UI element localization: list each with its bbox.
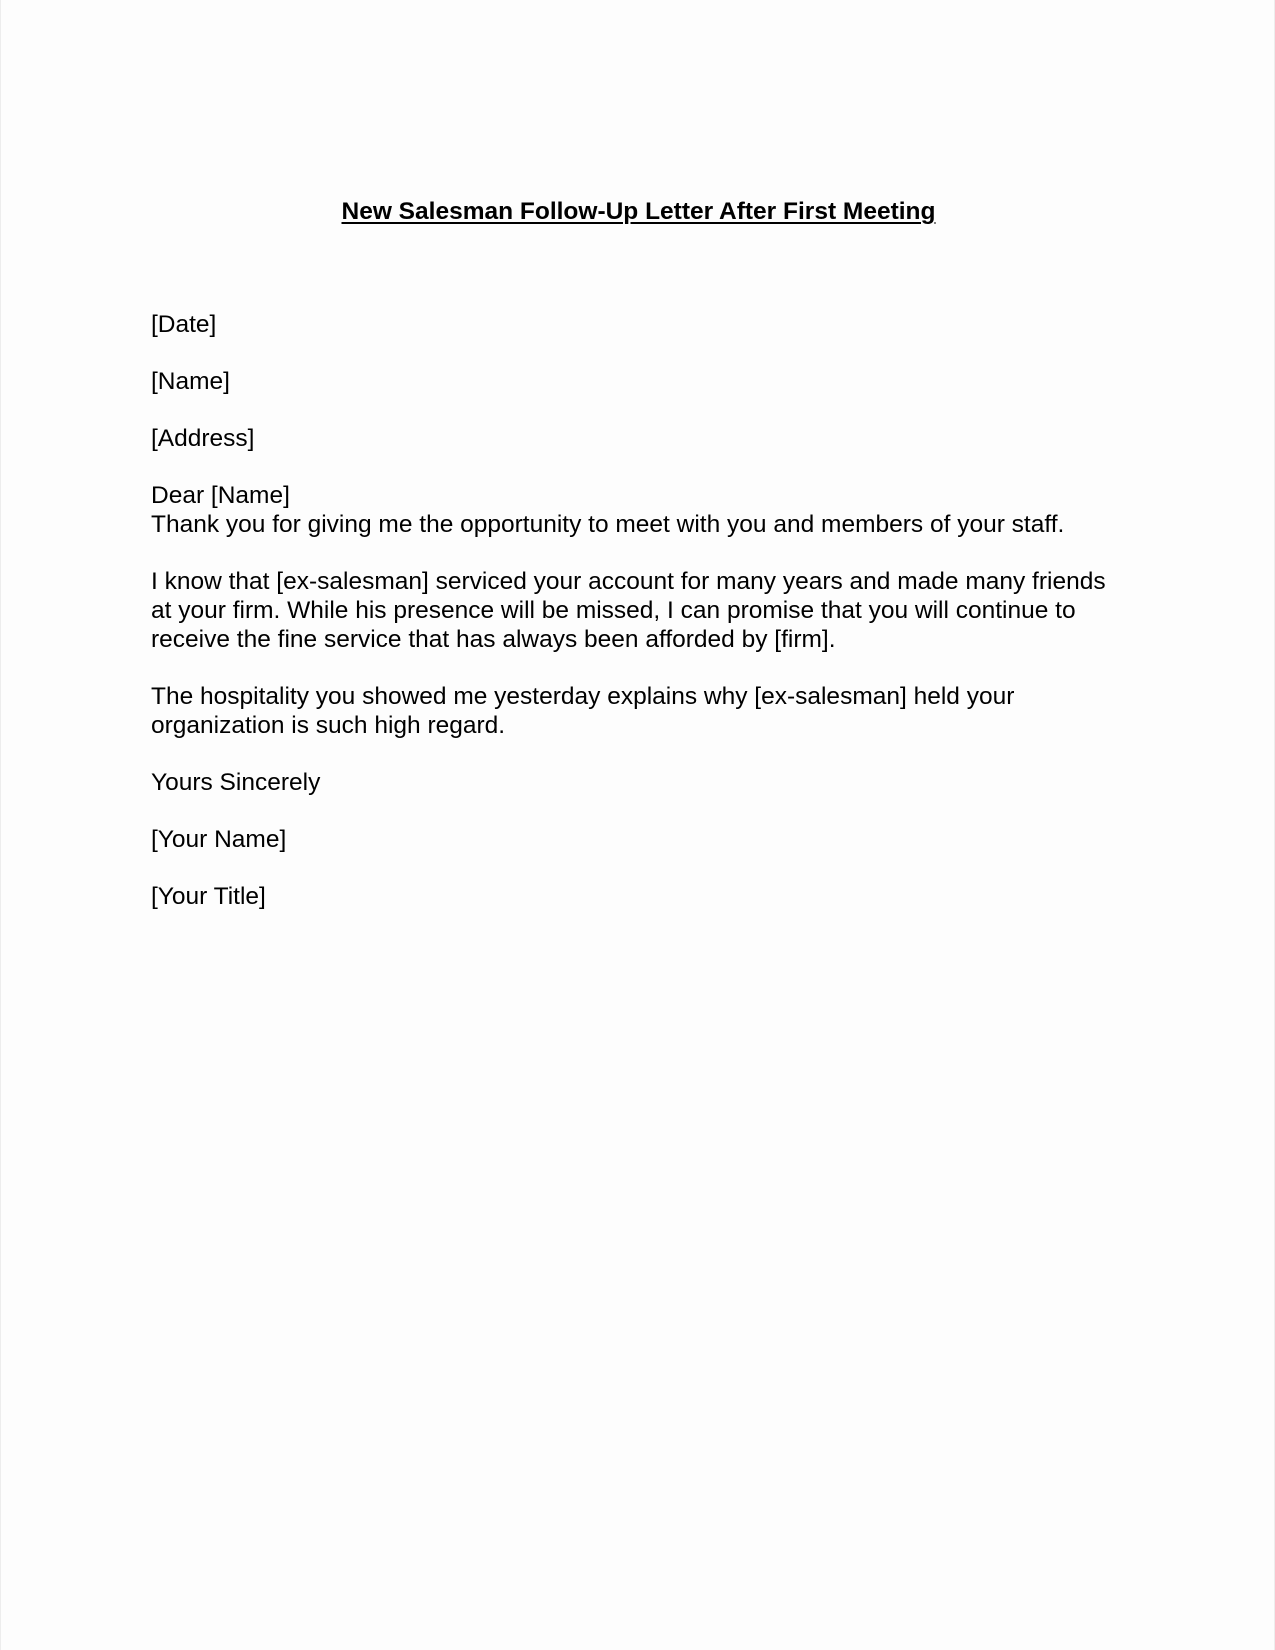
signature-name: [Your Name] [151, 826, 287, 853]
paragraph-1: Thank you for giving me the opportunity to meet with you and members of your staff. [151, 511, 1065, 538]
paragraph-3-line: organization is such high regard. [151, 712, 506, 739]
closing: Yours Sincerely [151, 769, 321, 796]
letter-title: New Salesman Follow-Up Letter After First Meeting [341, 198, 936, 225]
signature-title: [Your Title] [151, 883, 266, 910]
date-placeholder: [Date] [151, 311, 217, 338]
paragraph-2-line: receive the fine service that has always been afforded by [firm]. [151, 626, 836, 653]
paragraph-3-line: The hospitality you showed me yesterday explains why [ex-salesman] held your [151, 683, 1015, 710]
paragraph-2-line: I know that [ex-salesman] serviced your account for many years and made many friends [151, 568, 1106, 595]
salutation: Dear [Name] [151, 482, 290, 509]
paragraph-2-line: at your firm. While his presence will be missed, I can promise that you will continue to [151, 597, 1076, 624]
recipient-address: [Address] [151, 425, 255, 452]
recipient-name: [Name] [151, 368, 230, 395]
